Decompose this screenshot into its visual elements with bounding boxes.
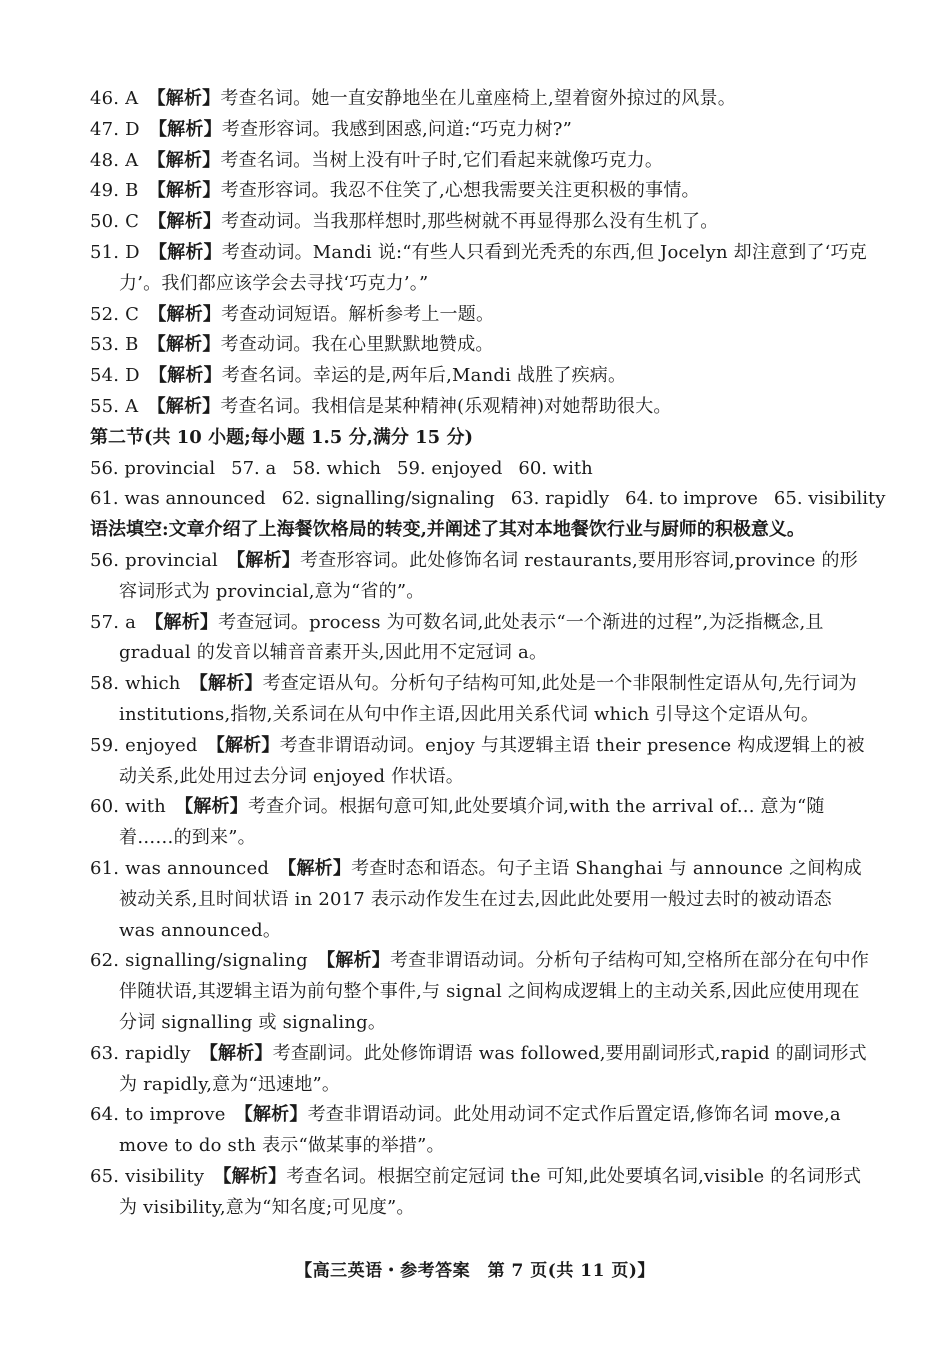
analysis-tag: 【解析】 xyxy=(147,180,221,202)
question-number: 54. D xyxy=(90,365,140,387)
answer-entry xyxy=(90,176,872,207)
explanation-text: 考查副词。此处修饰谓语 was followed,要用副词形式,rapid 的副词形式为 rapidly,意为“迅速地”。 xyxy=(119,1042,867,1095)
explanation-text: 考查名词。她一直安静地坐在儿童座椅上,望着窗外掠过的风景。 xyxy=(220,88,736,109)
explanation-text: 考查形容词。我感到困惑,问道:“巧克力树?” xyxy=(221,118,573,140)
analysis-tag: 【解析】 xyxy=(213,1165,287,1187)
answer-key-row-1 xyxy=(90,454,872,485)
question-number: 46. A xyxy=(90,88,139,109)
question-number: 63. rapidly xyxy=(90,1042,191,1064)
analysis-tag: 【解析】 xyxy=(148,118,222,140)
analysis-tag: 【解析】 xyxy=(199,1042,273,1064)
question-number: 60. with xyxy=(90,796,166,818)
answer-entry xyxy=(90,300,872,331)
answer-key-item: 61. was announced xyxy=(90,488,266,510)
answer-entry xyxy=(90,1100,872,1162)
question-number: 57. a xyxy=(90,611,137,633)
explanation-text: 考查形容词。我忍不住笑了,心想我需要关注更积极的事情。 xyxy=(220,180,700,202)
answer-entry xyxy=(90,146,872,177)
explanation-text: 考查形容词。此处修饰名词 restaurants,要用形容词,province 的形容词形式为 provincial,意为“省的”。 xyxy=(119,549,858,602)
explanation-text: 考查非谓语动词。此处用动词不定式作后置定语,修饰名词 move,a move to do sth 表示“做某事的举措”。 xyxy=(119,1104,841,1157)
analysis-tag: 【解析】 xyxy=(227,549,300,571)
question-number: 47. D xyxy=(90,118,140,140)
explanation-text: 考查动词短语。解析参考上一题。 xyxy=(221,303,495,325)
answer-entry xyxy=(90,361,872,392)
analysis-tag: 【解析】 xyxy=(148,241,222,263)
answer-list-part1 xyxy=(90,84,872,423)
section-heading: 第二节(共 10 小题;每小题 1.5 分,满分 15 分) xyxy=(90,426,473,448)
explanation-text: 考查名词。当树上没有叶子时,它们看起来就像巧克力。 xyxy=(220,149,664,171)
question-number: 51. D xyxy=(90,241,140,263)
analysis-tag: 【解析】 xyxy=(145,611,219,633)
question-number: 59. enjoyed xyxy=(90,734,198,756)
answer-entry xyxy=(90,238,872,300)
answer-key-row-2 xyxy=(90,484,886,515)
answer-key-item: 64. to improve xyxy=(625,488,758,510)
explanation-text: 考查时态和语态。句子主语 Shanghai 与 announce 之间构成被动关系,且时间状语 in 2017 表示动作发生在过去,因此此处要用一般过去时的被动语态 was announced。 xyxy=(119,857,862,941)
question-number: 55. A xyxy=(90,395,139,417)
explanation-text: 考查定语从句。分析句子结构可知,此处是一个非限制性定语从句,先行词为 institutions,指物,关系词在从句中作主语,因此用关系代词 which 引导这个定语从句。 xyxy=(119,673,857,725)
answer-key-item: 63. rapidly xyxy=(510,488,610,510)
question-number: 56. provincial xyxy=(90,549,218,571)
answer-entry xyxy=(90,946,872,1038)
explanation-text: 考查名词。我相信是某种精神(乐观精神)对她帮助很大。 xyxy=(220,395,672,417)
answer-entry xyxy=(90,1162,872,1224)
explanation-text: 考查名词。幸运的是,两年后,Mandi 战胜了疾病。 xyxy=(221,365,627,387)
passage-summary: 语法填空:文章介绍了上海餐饮格局的转变,并阐述了其对本地餐饮行业与厨师的积极意义。 xyxy=(90,519,805,541)
answer-entry xyxy=(90,115,872,146)
question-number: 50. C xyxy=(90,211,140,233)
explanation-text: 考查动词。我在心里默默地赞成。 xyxy=(220,334,494,356)
analysis-tag: 【解析】 xyxy=(148,365,222,387)
answer-entry xyxy=(90,792,872,854)
answer-key-item: 65. visibility xyxy=(773,488,886,510)
explanation-text: 考查动词。当我那样想时,那些树就不再显得那么没有生机了。 xyxy=(221,211,719,233)
analysis-tag: 【解析】 xyxy=(147,88,221,109)
answer-key-item: 57. a xyxy=(231,457,277,479)
explanation-text: 考查冠词。process 为可数名词,此处表示“一个渐进的过程”,为泛指概念,且 gradual 的发音以辅音音素开头,因此用不定冠词 a。 xyxy=(119,611,824,664)
explanation-text: 考查介词。根据句意可知,此处要填介词,with the arrival of... 意为“随着……的到来”。 xyxy=(119,796,825,849)
answer-entry xyxy=(90,546,872,608)
answer-entry xyxy=(90,207,872,238)
analysis-tag: 【解析】 xyxy=(189,673,263,695)
analysis-tag: 【解析】 xyxy=(234,1104,308,1126)
question-number: 61. was announced xyxy=(90,857,270,879)
question-number: 53. B xyxy=(90,334,139,356)
answer-key-item: 56. provincial xyxy=(90,457,216,479)
answer-entry xyxy=(90,392,872,423)
explanation-text: 考查非谓语动词。enjoy 与其逻辑主语 their presence 构成逻辑上的被动关系,此处用过去分词 enjoyed 作状语。 xyxy=(119,734,865,787)
explanation-text: 考查动词。Mandi 说:“有些人只看到光秃秃的东西,但 Jocelyn 却注意到了‘巧克力’。我们都应该学会去寻找‘巧克力’。” xyxy=(119,241,868,294)
answer-entry xyxy=(90,731,872,793)
answer-entry xyxy=(90,854,872,946)
answer-entry xyxy=(90,669,872,731)
analysis-tag: 【解析】 xyxy=(206,734,280,756)
explanation-text: 考查名词。根据空前定冠词 the 可知,此处要填名词,visible 的名词形式为 visibility,意为“知名度;可见度”。 xyxy=(119,1165,862,1218)
question-number: 64. to improve xyxy=(90,1104,226,1126)
answer-key-item: 58. which xyxy=(292,457,382,479)
question-number: 48. A xyxy=(90,149,139,171)
answer-entry xyxy=(90,330,872,361)
analysis-tag: 【解析】 xyxy=(148,211,222,233)
analysis-tag: 【解析】 xyxy=(317,950,390,972)
question-number: 65. visibility xyxy=(90,1165,205,1187)
page-footer: 【高三英语・参考答案 第 7 页(共 11 页)】 xyxy=(295,1261,655,1281)
question-number: 49. B xyxy=(90,180,139,202)
explanation-text: 考查非谓语动词。分析句子结构可知,空格所在部分在句中作伴随状语,其逻辑主语为前句整个事件,与 signal 之间构成逻辑上的主动关系,因此应使用现在分词 signalling 或 signaling。 xyxy=(119,950,870,1033)
answer-entry xyxy=(90,608,872,670)
answer-key-item: 60. with xyxy=(518,457,593,479)
analysis-tag: 【解析】 xyxy=(147,149,221,171)
question-number: 62. signalling/signaling xyxy=(90,950,308,972)
answer-list-part2 xyxy=(90,546,872,1224)
analysis-tag: 【解析】 xyxy=(175,796,248,818)
question-number: 58. which xyxy=(90,673,181,695)
answer-entry xyxy=(90,1039,872,1101)
analysis-tag: 【解析】 xyxy=(148,303,222,325)
analysis-tag: 【解析】 xyxy=(278,857,352,879)
answer-key-item: 62. signalling/signaling xyxy=(281,488,495,510)
question-number: 52. C xyxy=(90,303,140,325)
answer-entry xyxy=(90,84,872,115)
answer-key-item: 59. enjoyed xyxy=(397,457,503,479)
analysis-tag: 【解析】 xyxy=(147,395,221,417)
analysis-tag: 【解析】 xyxy=(147,334,221,356)
